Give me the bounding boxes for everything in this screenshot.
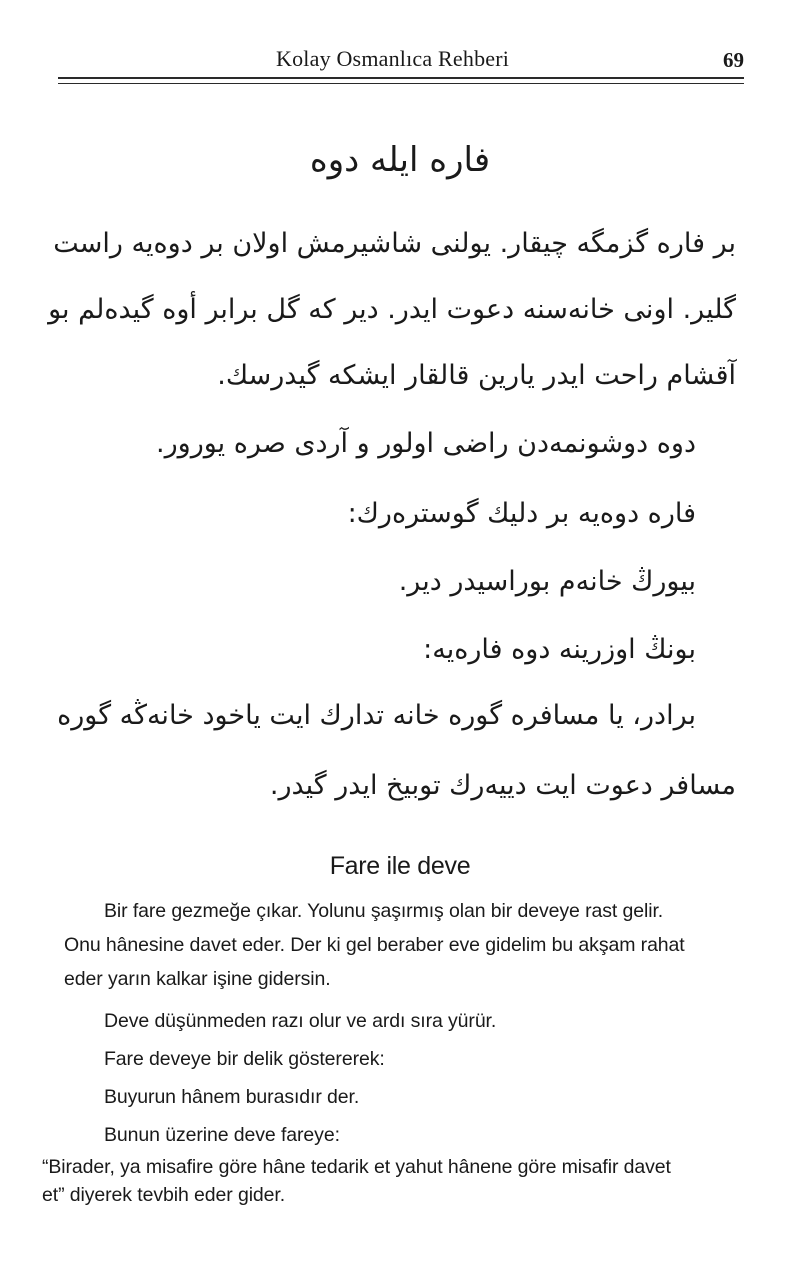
header-rule-thin xyxy=(58,83,744,84)
turkish-line: Bir fare gezmeğe çıkar. Yolunu şaşırmış olan bir deveye rast gelir. xyxy=(104,900,664,922)
turkish-line: Bunun üzerine deve fareye: xyxy=(104,1124,340,1146)
ottoman-line: دوه دوشونمه‌دن راضی اولور و آردی صره یورور. xyxy=(156,428,696,459)
turkish-line: Onu hânesine davet eder. Der ki gel beraber eve gidelim bu akşam rahat xyxy=(64,934,685,956)
ottoman-line: بونڭ اوزرینه دوه فاره‌یه: xyxy=(423,634,696,665)
page-number: 69 xyxy=(723,48,744,72)
ottoman-line: آقشام راحت ایدر یارین قالقار ایشکه گیدرسك. xyxy=(217,360,736,391)
turkish-title: Fare ile deve xyxy=(329,852,471,880)
book-title: Kolay Osmanlıca Rehberi xyxy=(276,46,510,71)
running-header xyxy=(0,44,800,80)
ottoman-title: فاره ایله دوه xyxy=(309,140,491,180)
ottoman-line: فاره دوه‌یه بر دلیك گوستره‌رك: xyxy=(347,498,696,529)
turkish-line: et” diyerek tevbih eder gider. xyxy=(42,1184,286,1206)
turkish-line: “Birader, ya misafire göre hâne tedarik et yahut hânene göre misafir davet xyxy=(42,1156,671,1178)
ottoman-line: گلیر. اونی خانه‌سنه دعوت ایدر. دیر که گل برابر أوه گیده‌لم بو xyxy=(48,294,736,325)
ottoman-line: بر فاره گزمگه چیقار. یولنی شاشیرمش اولان بر دوه‌یه راست xyxy=(53,228,736,259)
turkish-line: Buyurun hânem burasıdır der. xyxy=(104,1086,360,1108)
turkish-line: eder yarın kalkar işine gidersin. xyxy=(64,968,331,990)
turkish-line: Fare deveye bir delik göstererek: xyxy=(104,1048,385,1070)
ottoman-line: بیورڭ خانه‌م بوراسیدر دیر. xyxy=(398,566,696,597)
ottoman-line: برادر، یا مسافره گوره خانه تدارك ایت یاخود خانه‌ڭه گوره xyxy=(57,700,696,731)
header-rule-thick xyxy=(58,77,744,79)
turkish-line: Deve düşünmeden razı olur ve ardı sıra yürür. xyxy=(104,1010,497,1032)
ottoman-line: مسافر دعوت ایت دییه‌رك توبیخ ایدر گیدر. xyxy=(269,770,736,801)
